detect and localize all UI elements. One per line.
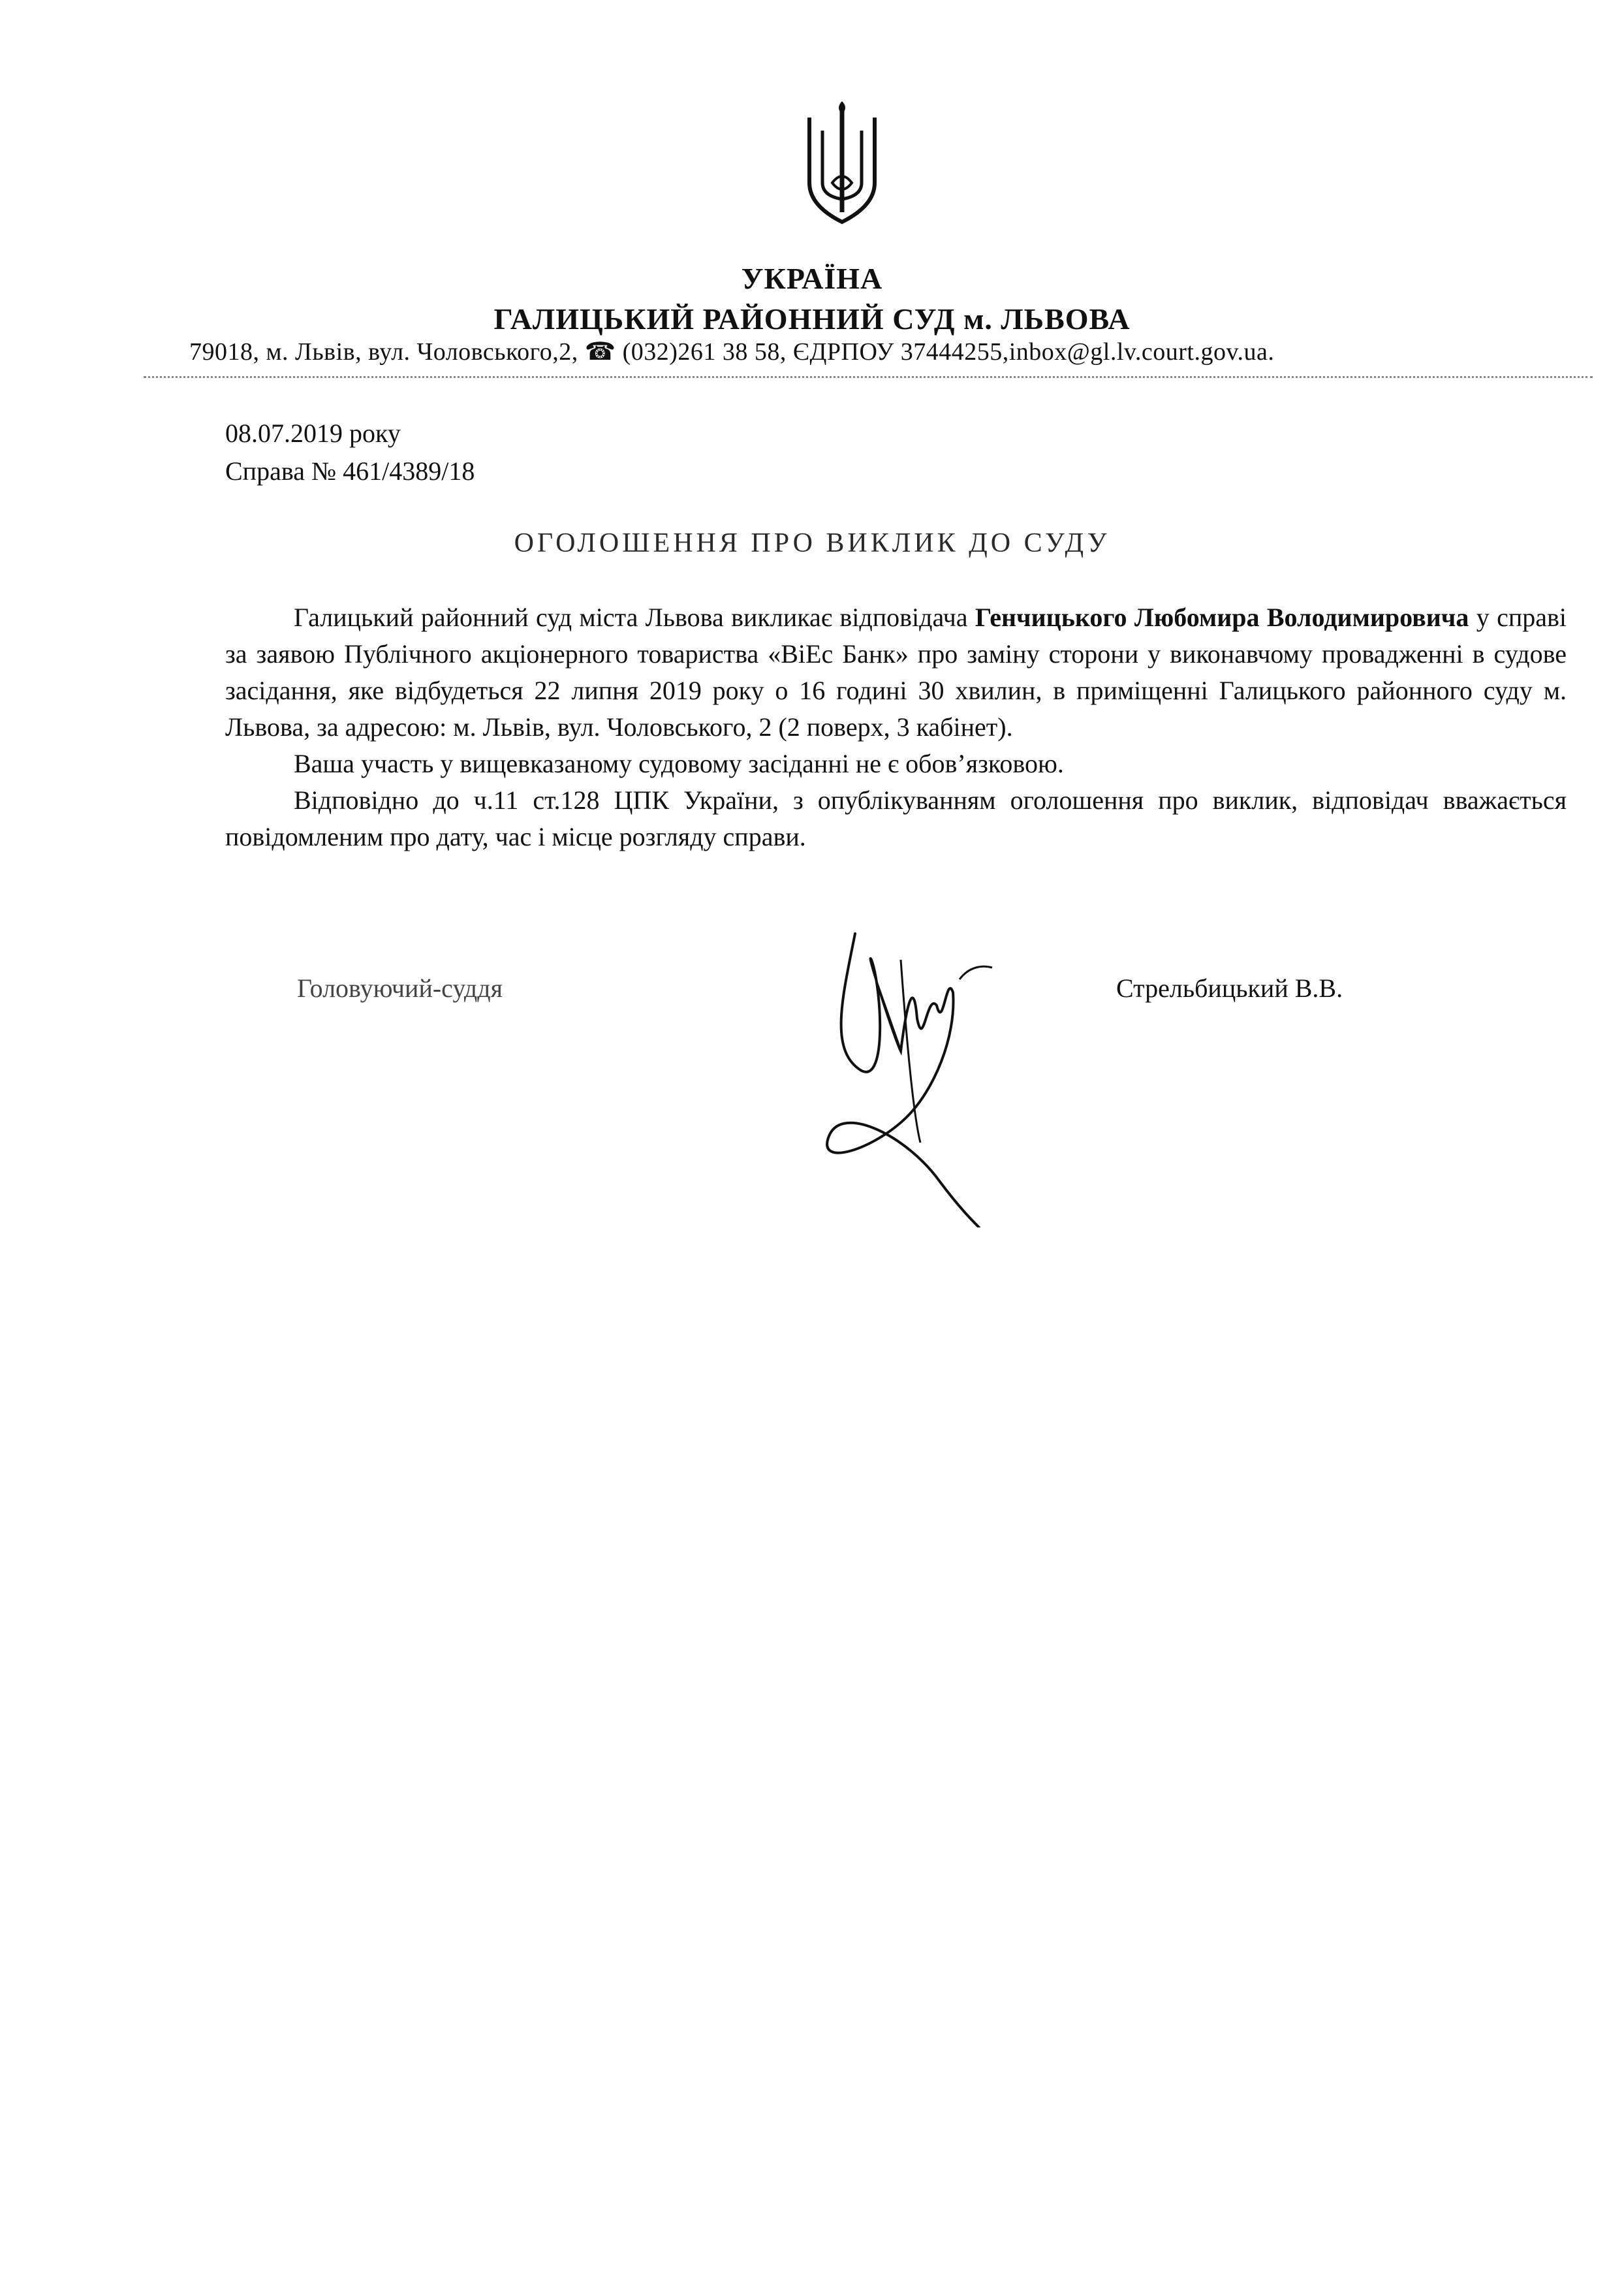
country-heading: УКРАЇНА bbox=[741, 262, 883, 295]
document-date: 08.07.2019 року bbox=[225, 419, 401, 448]
judge-name: Стрельбицький В.В. bbox=[1116, 973, 1343, 1003]
header-divider bbox=[144, 376, 1593, 378]
defendant-name: Генчицького Любомира Володимировича bbox=[975, 603, 1469, 632]
paragraph-legal-basis: Відповідно до ч.11 ст.128 ЦПК України, з опублікуванням оголошення про виклик, відповідач вважається повідомленим про дату, час і місце розгляду справи. bbox=[225, 785, 1567, 851]
paragraph-summons-start: Галицький районний суд міста Львова викликає відповідача bbox=[294, 603, 975, 632]
paragraph-participation: Ваша участь у вищевказаному судовому засіданні не є обов’язковою. bbox=[294, 749, 1064, 778]
court-heading: ГАЛИЦЬКИЙ РАЙОННИЙ СУД м. ЛЬВОВА bbox=[493, 302, 1131, 336]
document-body bbox=[225, 599, 1567, 855]
court-contacts: 79018, м. Львів, вул. Чоловського,2, ☎ (032)261 38 58, ЄДРПОУ 37444255,inbox@gl.lv.court.gov.ua. bbox=[189, 338, 1275, 366]
handwritten-signature bbox=[803, 921, 999, 1227]
judge-role: Головуючий-суддя bbox=[297, 973, 503, 1003]
document-title: ОГОЛОШЕННЯ ПРО ВИКЛИК ДО СУДУ bbox=[514, 528, 1110, 558]
paragraph-summons bbox=[225, 599, 1567, 746]
paragraph-summons-end: у справі за заявою Публічного акціонерного товариства «ВіЕс Банк» про заміну сторони у виконавчому провадженні в судове засідання, яке відбудеться 22 липня 2019 року о 16 годині 30 хвилин, в приміщенні Галицького районного суду м. Львова, за адресою: м. Львів, вул. Чоловського, 2 (2 поверх, 3 кабінет). bbox=[225, 603, 1567, 742]
case-number: Справа № 461/4389/18 bbox=[225, 456, 475, 486]
coat-of-arms-icon bbox=[790, 91, 894, 229]
